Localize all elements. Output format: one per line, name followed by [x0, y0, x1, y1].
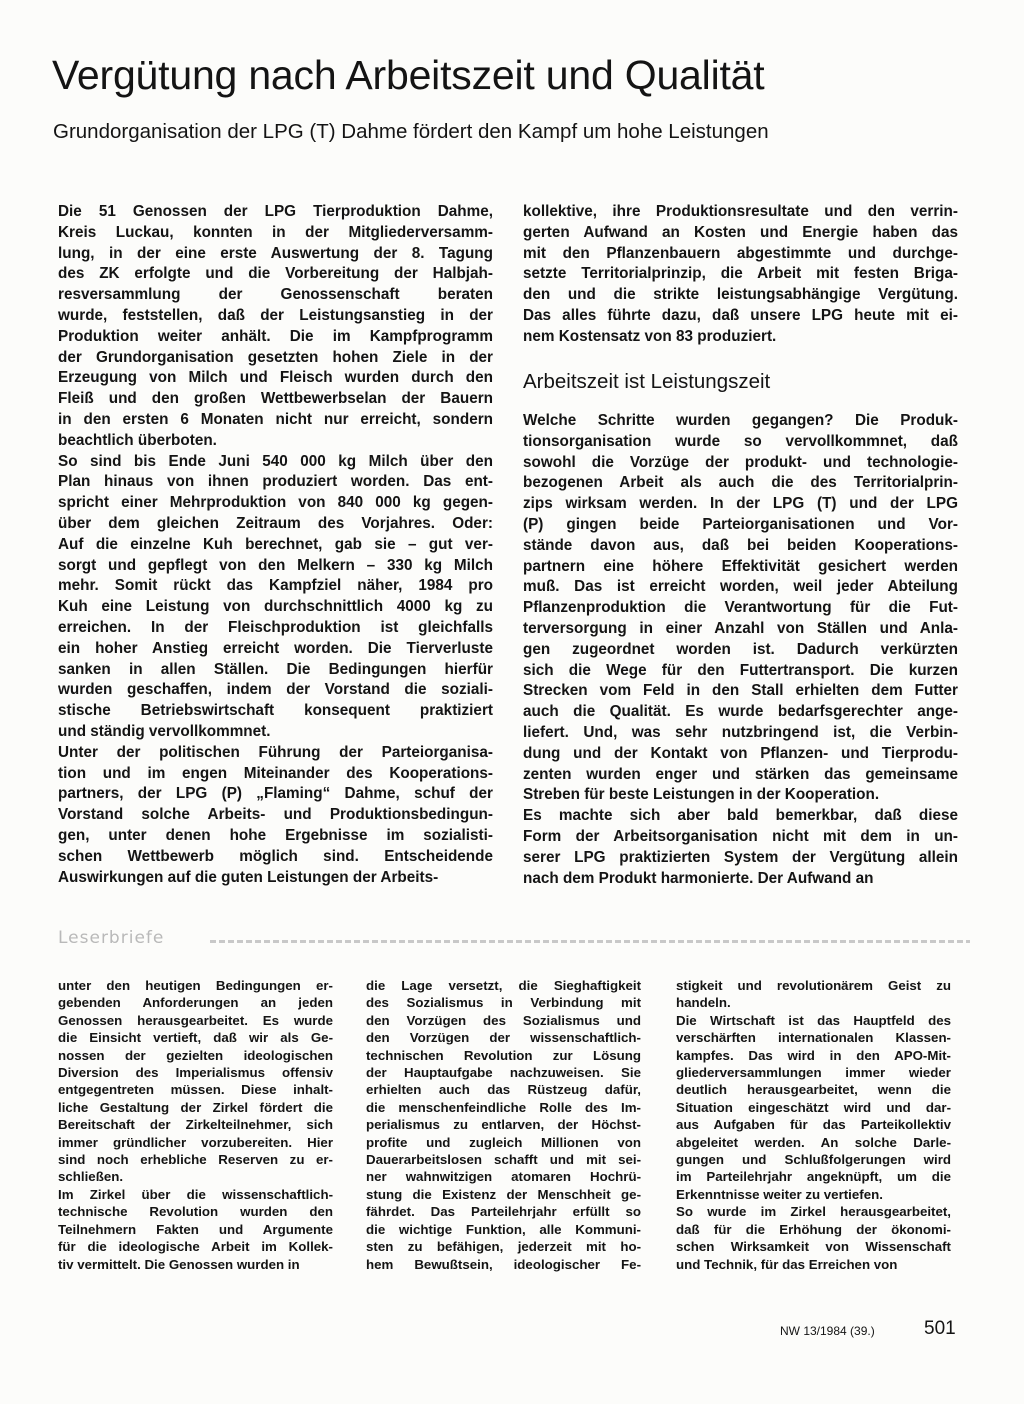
text-line: gliederversammlungen immer wieder — [676, 1065, 951, 1081]
text-line: So wurde im Zirkel herausgearbeitet, — [676, 1204, 951, 1220]
text-line: der Grundorganisation gesetzten hohen Ziele in der — [58, 348, 493, 366]
text-line: stände davon aus, daß bei beiden Kooperations- — [523, 536, 958, 554]
text-line: erhielten auch das Rüstzeug dafür, — [366, 1082, 641, 1098]
text-line: stigkeit und revolutionärem Geist zu — [676, 978, 951, 993]
text-line: Situation eingeschätzt wird und dar- — [676, 1099, 951, 1115]
text-line: zips wirksam werden. In der LPG (T) und der LPG — [523, 495, 958, 513]
text-line: sanken in allen Ställen. Die Bedingungen hierfür — [58, 660, 493, 678]
text-line: perialismus zu entlarven, der Höchst- — [366, 1117, 641, 1133]
text-line: Genossen herausgearbeitet. Es wurde — [58, 1012, 333, 1028]
text-line: sten zu befähigen, jederzeit mit ho- — [366, 1239, 641, 1255]
text-line: partnern eine höhere Effektivität gesichert werden — [523, 557, 958, 575]
section-heading: Arbeitszeit ist Leistungszeit — [523, 370, 771, 393]
text-line: Teilnehmern Fakten und Argumente — [58, 1221, 333, 1237]
article-column-right-bottom — [523, 411, 958, 889]
text-line: erreichen. In der Fleischproduktion ist gleichfalls — [58, 618, 493, 636]
text-line: die wichtige Funktion, alle Kommuni- — [366, 1221, 641, 1237]
text-line: resversammlung der Genossenschaft beraten — [58, 286, 493, 304]
text-line: und Technik, für das Erreichen von — [676, 1256, 898, 1272]
text-line: den Vorzügen des Sozialismus und — [366, 1012, 641, 1028]
text-line: kollektive, ihre Produktionsresultate und den verrin- — [523, 203, 958, 220]
text-line: schen Wirksamkeit von Wissenschaft — [676, 1239, 951, 1255]
text-line: des ZK erfolgte und die Vorbereitung der Halbjah- — [58, 265, 493, 283]
text-line: tiv vermittelt. Die Genossen wurden in — [58, 1256, 300, 1272]
text-line: bezogenen Arbeit als auch die des Territorialprin- — [523, 474, 958, 492]
rubric-label: Leserbriefe — [58, 928, 165, 948]
text-line: profite und zugleich Millionen von — [366, 1134, 641, 1150]
text-line: Unter der politischen Führung der Parteiorganisa- — [58, 743, 493, 761]
text-line: Erzeugung von Milch und Fleisch wurden durch den — [58, 369, 493, 387]
text-line: Auf die einzelne Kuh berechnet, gab sie – gut ver- — [58, 535, 493, 553]
text-line: nem Kostensatz von 83 produziert. — [523, 327, 777, 345]
text-line: aus Aufgaben für das Parteikollektiv — [676, 1117, 951, 1133]
text-line: Diversion des Imperialismus offensiv — [58, 1065, 333, 1081]
text-line: liefert. Und, was sehr nutzbringend ist, die Verbin- — [523, 723, 958, 741]
text-line: und ständig vervollkommnet. — [58, 722, 271, 740]
text-line: muß. Das ist erreicht worden, weil jeder Abteilung — [523, 578, 958, 596]
text-line: Das alles führte dazu, daß unsere LPG heute mit ei- — [523, 306, 958, 324]
text-line: Erkenntnisse weiter zu vertiefen. — [676, 1186, 883, 1202]
text-line: nach dem Produkt harmonierte. Der Aufwand an — [523, 869, 874, 887]
text-line: die menschenfeindliche Rolle des Im- — [366, 1099, 641, 1115]
rubric-divider — [210, 940, 970, 943]
text-line: die Lage versetzt, die Sieghaftigkeit — [366, 978, 641, 993]
text-line: Vorstand solche Arbeits- und Produktionsbedingun- — [58, 806, 493, 824]
text-line: sind noch erhebliche Reserven zu er- — [58, 1152, 333, 1168]
text-line: Es machte sich aber bald bemerkbar, daß diese — [523, 807, 958, 825]
text-line: deutlich herausgearbeitet, wenn die — [676, 1082, 951, 1098]
text-line: zenten wurden enger und stärken das gemeinsame — [523, 765, 958, 783]
page-subtitle: Grundorganisation der LPG (T) Dahme fördert den Kampf um hohe Leistungen — [53, 120, 769, 143]
text-line: handeln. — [676, 995, 731, 1011]
text-line: unter den heutigen Bedingungen er- — [58, 978, 333, 993]
text-line: wurden geschaffen, indem der Vorstand die soziali- — [58, 681, 493, 699]
text-line: sorgt und gepflegt von den Melkern – 330 kg Milch — [58, 556, 493, 574]
text-line: sich die Wege für den Futtertransport. Die kurzen — [523, 661, 958, 679]
text-line: Dauerarbeitslosen schafft und mit sei- — [366, 1152, 641, 1168]
text-line: partners, der LPG (P) „Flaming“ Dahme, schuf der — [58, 785, 493, 803]
text-line: Plan hinaus von ihnen produziert worden. Das ent- — [58, 473, 493, 491]
text-line: gerten Aufwand an Kosten und Energie haben das — [523, 223, 958, 241]
text-line: tionsorganisation wurde so vervollkommnet, daß — [523, 432, 958, 450]
letters-column-3 — [676, 977, 951, 1273]
page-number: 501 — [924, 1318, 956, 1339]
text-line: dung und der Kontakt von Pflanzen- und Tierprodu- — [523, 744, 958, 762]
text-line: terversorgung in einer Anzahl von Ställen und Anla- — [523, 619, 958, 637]
text-line: hem Bewußtsein, ideologischer Fe- — [366, 1256, 641, 1272]
text-line: in den ersten 6 Monaten nicht nur erreicht, sondern — [58, 410, 493, 428]
text-line: gungen und Schlußfolgerungen wird — [676, 1152, 951, 1168]
text-line: Kreis Luckau, konnten in der Mitgliederversamm- — [58, 223, 493, 241]
text-line: sowohl die Vorzüge der produkt- und technologie- — [523, 453, 958, 471]
text-line: gebenden Anforderungen an jeden — [58, 995, 333, 1011]
text-line: gen zugeordnet worden ist. Dadurch verkürzten — [523, 640, 958, 658]
text-line: Strecken vom Feld in den Stall erhielten dem Futter — [523, 682, 958, 700]
text-line: schen Wettbewerb möglich sind. Entscheidende — [58, 847, 493, 865]
text-line: Die 51 Genossen der LPG Tierproduktion Dahme, — [58, 203, 493, 220]
text-line: technische Revolution wurden den — [58, 1204, 333, 1220]
text-line: Pflanzenproduktion die Verantwortung für die Fut- — [523, 599, 958, 617]
text-line: Form der Arbeitsorganisation nicht mit dem in un- — [523, 827, 958, 845]
text-line: Streben für beste Leistungen in der Kooperation. — [523, 786, 880, 804]
text-line: stung die Existenz der Menschheit ge- — [366, 1186, 641, 1202]
article-column-left — [58, 202, 493, 888]
text-line: verschärften internationalen Klassen- — [676, 1030, 951, 1046]
text-line: ner wahnwitzigen atomaren Hochrü- — [366, 1169, 641, 1185]
text-line: mit den Pflanzenbauern abgestimmte und durchge- — [523, 244, 958, 262]
text-line: Produktion weiter anhält. Die im Kampfprogramm — [58, 327, 493, 345]
text-line: der Hauptaufgabe nachzuweisen. Sie — [366, 1065, 641, 1081]
text-line: ein hoher Anstieg erreicht worden. Die Tierverluste — [58, 639, 493, 657]
text-line: fährdet. Das Parteilehrjahr erfüllt so — [366, 1204, 641, 1220]
text-line: für die ideologische Arbeit im Kollek- — [58, 1239, 333, 1255]
page-title: Vergütung nach Arbeitszeit und Qualität — [52, 52, 765, 98]
text-line: Welche Schritte wurden gegangen? Die Produk- — [523, 412, 958, 429]
text-line: kampfes. Das wird in den APO-Mit- — [676, 1047, 951, 1063]
text-line: mehr. Somit rückt das Kampfziel näher, 1984 pro — [58, 577, 493, 595]
text-line: den und die strikte leistungsabhängige Vergütung. — [523, 286, 958, 304]
text-line: Auswirkungen auf die guten Leistungen der Arbeits- — [58, 868, 439, 886]
text-line: Kuh eine Leistung von durchschnittlich 4000 kg zu — [58, 598, 493, 616]
text-line: Fleiß und den großen Wettbewerbselan der Bauern — [58, 390, 493, 408]
letters-column-2 — [366, 977, 641, 1273]
text-line: im Parteilehrjahr angeknüpft, um die — [676, 1169, 951, 1185]
text-line: gen, unter denen hohe Ergebnisse im sozialisti- — [58, 826, 493, 844]
text-line: serer LPG praktizierten System der Vergütung allein — [523, 848, 958, 866]
text-line: schließen. — [58, 1169, 124, 1185]
text-line: den Vorzügen der wissenschaftlich- — [366, 1030, 641, 1046]
text-line: Die Wirtschaft ist das Hauptfeld des — [676, 1012, 951, 1028]
issue-label: NW 13/1984 (39.) — [780, 1324, 875, 1338]
text-line: die Einsicht vertieft, daß wir als Ge- — [58, 1030, 333, 1046]
text-line: (P) gingen beide Parteiorganisationen und Vor- — [523, 515, 958, 533]
article-column-right-top — [523, 202, 958, 348]
text-line: technischen Revolution zur Lösung — [366, 1047, 641, 1063]
text-line: nossen der gezielten ideologischen — [58, 1047, 333, 1063]
text-line: abgeleitet werden. An solche Darle- — [676, 1134, 951, 1150]
text-line: immer gründlicher vorzubereiten. Hier — [58, 1134, 333, 1150]
text-line: tion und im engen Miteinander des Kooperations- — [58, 764, 493, 782]
letters-column-1 — [58, 977, 333, 1273]
text-line: wurde, feststellen, daß der Leistungsanstieg in der — [58, 306, 493, 324]
text-line: über dem gleichen Zeitraum des Vorjahres. Oder: — [58, 514, 493, 532]
text-line: liche Gestaltung der Zirkel fördert die — [58, 1099, 333, 1115]
text-line: stische Betriebswirtschaft konsequent praktiziert — [58, 702, 493, 720]
text-line: beachtlich überboten. — [58, 431, 217, 449]
text-line: setzte Territorialprinzip, die Arbeit mit festen Briga- — [523, 265, 958, 283]
text-line: lung, in der eine erste Auswertung der 8. Tagung — [58, 244, 493, 262]
text-line: Bereitschaft der Zirkelteilnehmer, sich — [58, 1117, 333, 1133]
text-line: auch die Qualität. Es wurde bedarfsgerechter ange- — [523, 703, 958, 721]
text-line: des Sozialismus in Verbindung mit — [366, 995, 641, 1011]
text-line: daß für die Erhöhung der ökonomi- — [676, 1221, 951, 1237]
text-line: spricht einer Mehrproduktion von 840 000 kg gegen- — [58, 494, 493, 512]
text-line: Im Zirkel über die wissenschaftlich- — [58, 1186, 333, 1202]
text-line: So sind bis Ende Juni 540 000 kg Milch über den — [58, 452, 493, 470]
text-line: entgegentreten müssen. Diese inhalt- — [58, 1082, 333, 1098]
